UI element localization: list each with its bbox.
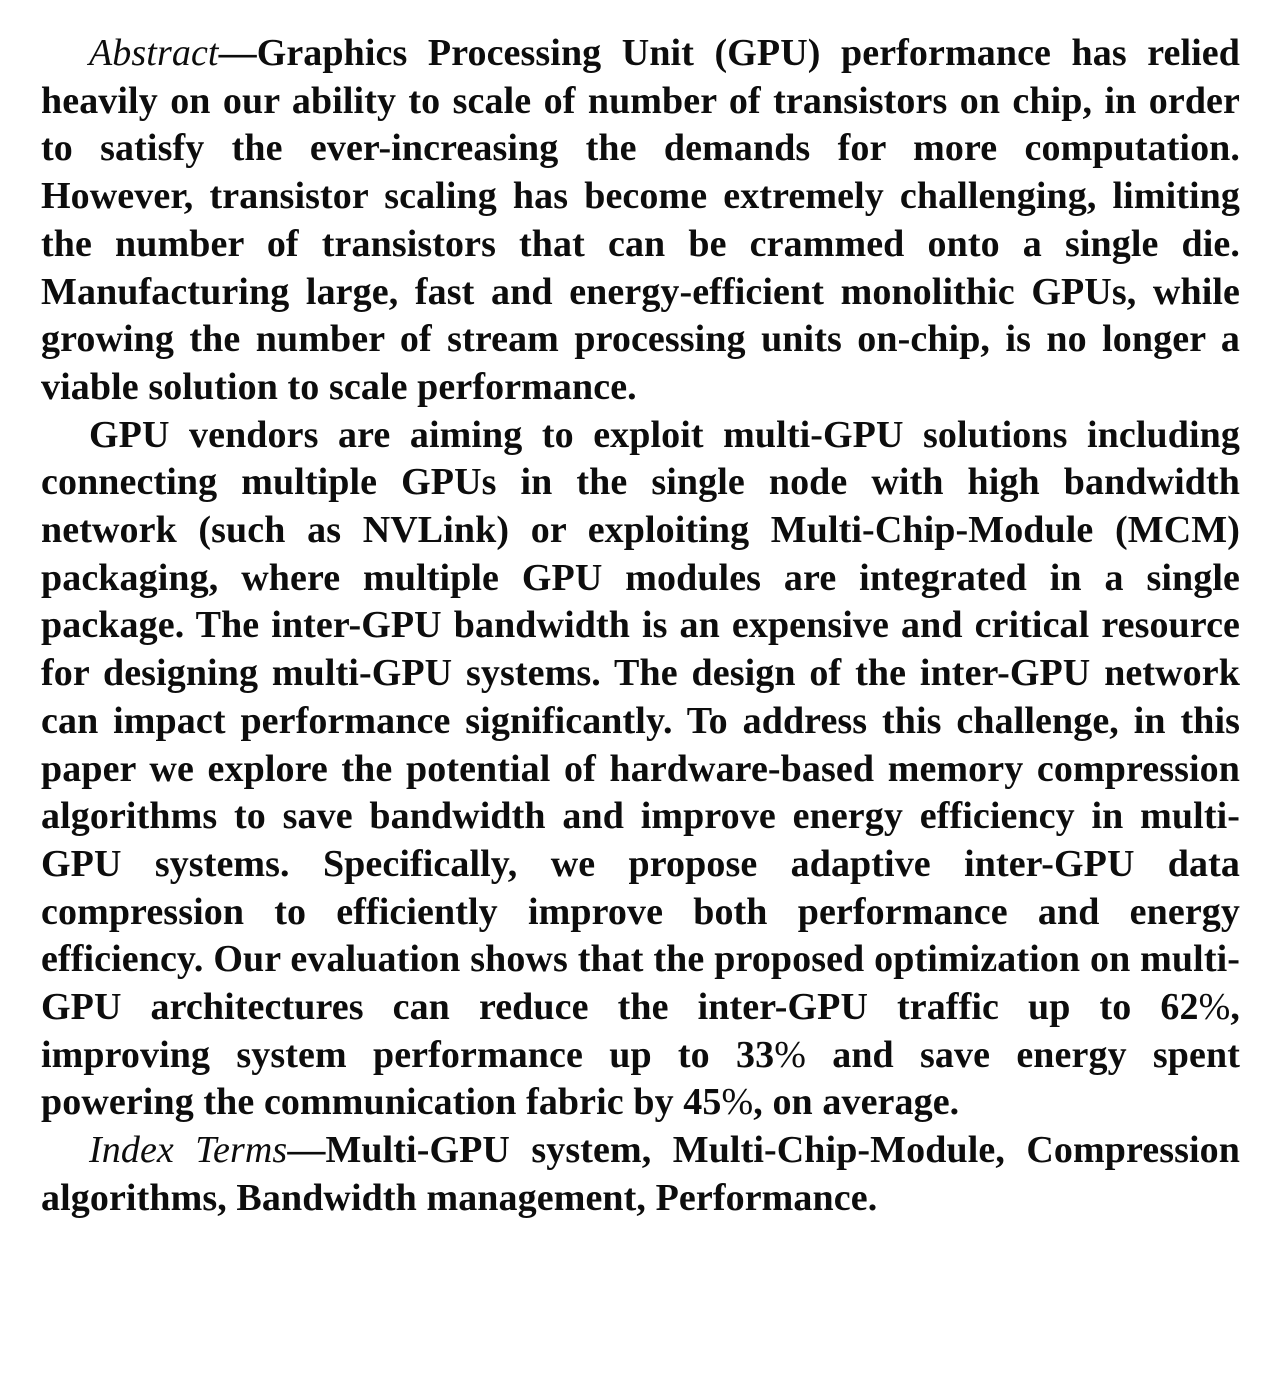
body-text-part-2: , improving system performance up to 33 bbox=[41, 986, 1240, 1076]
percent-sign: % bbox=[1198, 986, 1231, 1029]
index-terms-paragraph bbox=[41, 1127, 1240, 1222]
abstract-paragraph bbox=[41, 30, 1240, 412]
body-paragraph bbox=[41, 412, 1240, 1128]
abstract-label: Abstract bbox=[89, 32, 219, 74]
abstract-text: Graphics Processing Unit (GPU) performance has relied heavily on our ability to scale of number of transistors on chip, in order to satisfy the ever-increasing the demands for more computation. However, transistor scaling has become extremely challenging, limiting the number of transistors that can be crammed onto a single die. Manufacturing large, fast and energy-efficient monolithic GPUs, while growing the number of stream processing units on-chip, is no longer a viable solution to scale performance. bbox=[41, 32, 1240, 408]
percent-sign: % bbox=[774, 1033, 806, 1076]
abstract-dash: — bbox=[218, 32, 257, 74]
abstract-page bbox=[41, 30, 1240, 1223]
index-terms-label: Index Terms bbox=[89, 1129, 288, 1172]
index-terms-text: Multi-GPU system, Multi-Chip-Module, Compression algorithms, Bandwidth management, Performance. bbox=[41, 1129, 1240, 1219]
body-text-part-4: , on average. bbox=[753, 1081, 960, 1124]
index-terms-dash: — bbox=[287, 1129, 326, 1172]
body-text-part-1: GPU vendors are aiming to exploit multi-GPU solutions including connecting multiple GPUs in the single node with high bandwidth network (such as NVLink) or exploiting Multi-Chip-Module (MCM) packaging, where multiple GPU modules are integrated in a single package. The inter-GPU bandwidth is an expensive and critical resource for designing multi-GPU systems. The design of the inter-GPU network can impact performance significantly. To address this challenge, in this paper we explore the potential of hardware-based memory compression algorithms to save bandwidth and improve energy efficiency in multi-GPU systems. Specifically, we propose adaptive inter-GPU data compression to efficiently improve both performance and energy efficiency. Our evaluation shows that the proposed optimization on multi-GPU architectures can reduce the inter-GPU traffic up to 62 bbox=[41, 413, 1240, 1029]
body-text-part-3: and save energy spent powering the communication fabric by 45 bbox=[41, 1033, 1240, 1124]
percent-sign: % bbox=[721, 1081, 754, 1124]
